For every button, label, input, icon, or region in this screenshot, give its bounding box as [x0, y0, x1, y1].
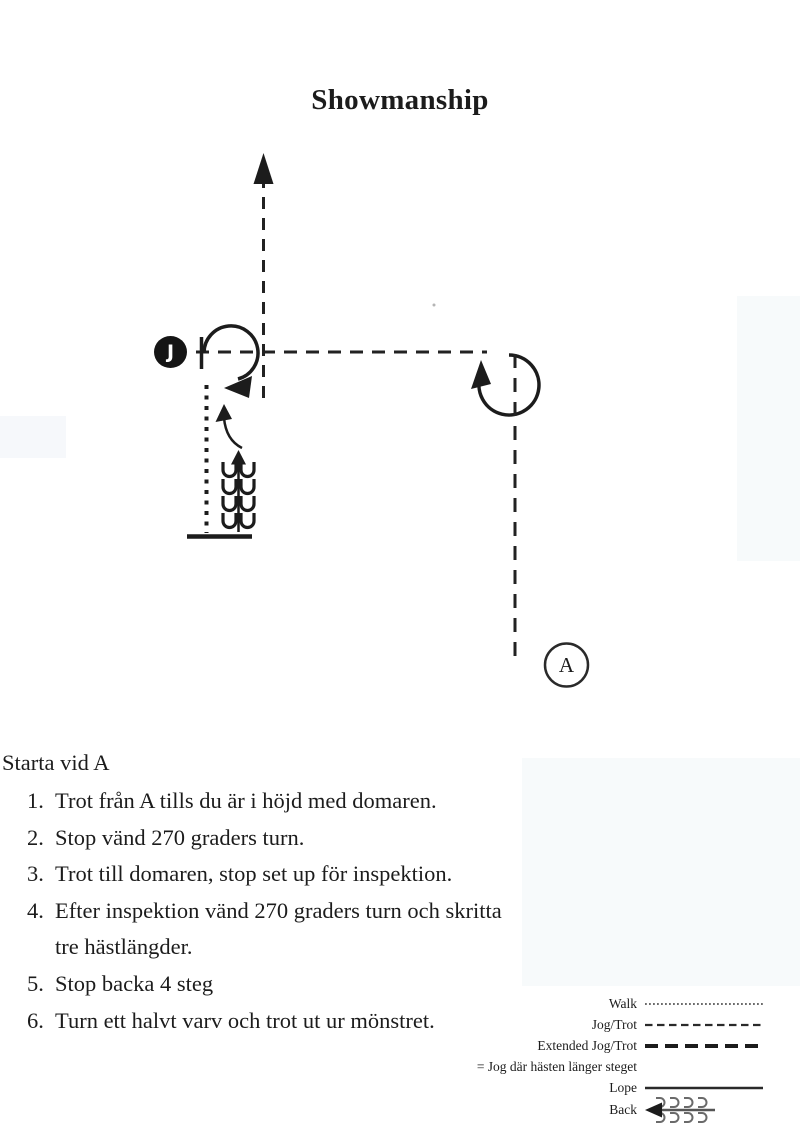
half-turn-arrowhead-icon — [216, 404, 233, 422]
start-point-label: A — [558, 653, 575, 677]
back-symbol-sample — [645, 1098, 763, 1122]
scan-artifact — [737, 296, 800, 561]
item-number: 3. — [27, 861, 44, 887]
instruction-item — [27, 820, 502, 857]
half-turn-arrow — [224, 418, 242, 448]
scan-artifact — [522, 758, 800, 986]
turn-270-left-arrowhead-icon — [224, 376, 252, 398]
item-text: Trot från A tills du är i höjd med domaren. — [55, 788, 437, 813]
extended-jog-label: Extended Jog/Trot — [537, 1037, 637, 1053]
instruction-item — [27, 1003, 502, 1040]
item-number: 4. — [27, 897, 44, 923]
jog-label: Jog/Trot — [591, 1016, 637, 1032]
item-number: 1. — [27, 788, 44, 813]
legend-row-note — [477, 1056, 763, 1077]
instruction-item — [27, 893, 502, 966]
legend-back-arrowhead-icon — [645, 1103, 662, 1118]
item-number: 6. — [27, 1007, 44, 1033]
scan-artifact — [0, 416, 66, 458]
item-text: Efter inspektion vänd 270 graders turn och skritta — [55, 897, 502, 923]
legend-row-walk — [477, 993, 763, 1014]
scan-speck — [433, 304, 436, 307]
item-number: 2. — [27, 824, 44, 850]
instructions-list — [27, 783, 502, 1039]
page-title: Showmanship — [311, 84, 489, 116]
exit-arrowhead-icon — [254, 153, 274, 184]
item-text: Stop vänd 270 graders turn. — [55, 824, 305, 850]
back-arrowhead-icon — [231, 450, 246, 465]
item-number: 5. — [27, 970, 44, 996]
judge-label: J — [166, 341, 175, 363]
legend-row-extended-jog — [477, 1035, 763, 1056]
gait-legend — [477, 993, 763, 1122]
item-text: Turn ett halvt varv och trot ut ur mönstret. — [55, 1007, 435, 1033]
pattern-diagram — [100, 140, 650, 700]
walk-label: Walk — [608, 995, 637, 1011]
legend-row-back — [477, 1098, 763, 1122]
lope-label: Lope — [609, 1079, 637, 1095]
instruction-item — [27, 783, 502, 820]
instruction-item — [27, 966, 502, 1003]
legend-row-jog — [477, 1014, 763, 1035]
item-text: Trot till domaren, stop set up för inspektion. — [55, 861, 453, 887]
instructions-intro: Starta vid A — [2, 750, 110, 775]
instruction-item — [27, 856, 502, 893]
item-text: Stop backa 4 steg — [55, 970, 214, 996]
turn-270-right-icon — [479, 355, 539, 415]
item-text: tre hästlängder. — [55, 934, 193, 960]
turn-270-right-arrowhead-icon — [471, 360, 491, 389]
back-label: Back — [609, 1102, 637, 1117]
extended-jog-note: = Jog där hästen länger steget — [476, 1058, 637, 1074]
